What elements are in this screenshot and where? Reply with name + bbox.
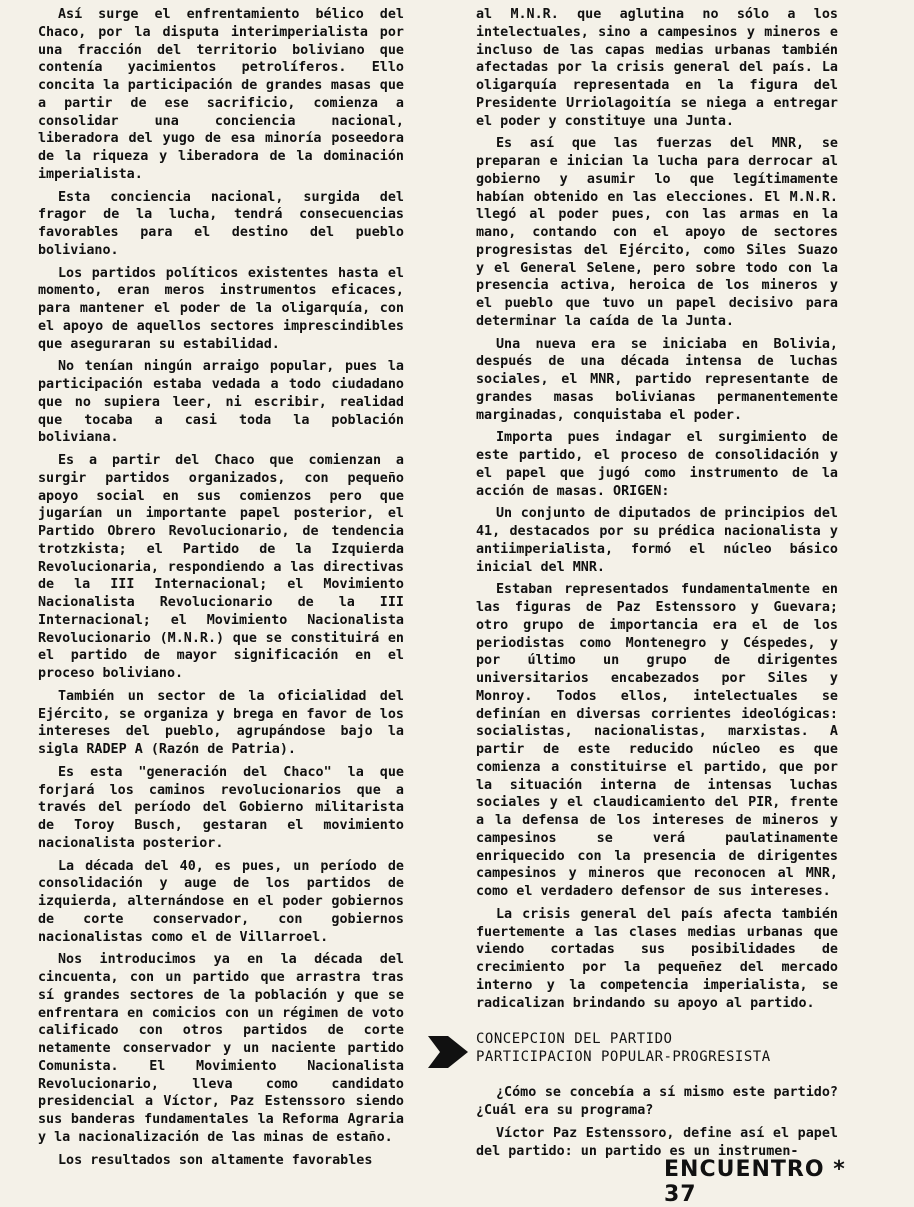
paragraph: Un conjunto de diputados de principios del 41, destacados por su prédica nacionalista y antiimperialista, formó el núcleo básico inicial del MNR. xyxy=(476,506,838,575)
right-column xyxy=(476,6,838,1165)
paragraph: Esta conciencia nacional, surgida del fragor de la lucha, tendrá consecuencias favorables para el destino del pueblo boliviano. xyxy=(38,189,404,258)
paragraph: Los resultados son altamente favorables xyxy=(58,1152,373,1168)
left-column xyxy=(38,6,404,1174)
magazine-name: ENCUENTRO xyxy=(664,1157,825,1182)
paragraph: ¿Cómo se concebía a sí mismo este partido? ¿Cuál era su programa? xyxy=(476,1085,838,1118)
arrow-icon xyxy=(426,1032,470,1072)
paragraph: Los partidos políticos existentes hasta el momento, eran meros instrumentos eficaces, para mantener el poder de la oligarquía, con el apoyo de aquellos sectores imprescindibles que aseguraran su estabilidad. xyxy=(38,265,404,352)
section-heading xyxy=(476,1030,838,1066)
paragraph: La crisis general del país afecta también fuertemente a las clases medias urbanas que viendo cortadas sus posibilidades de crecimiento por la pequeñez del mercado interno y la competencia imperialista, se radicalizan brindando su apoyo al partido. xyxy=(476,906,838,1011)
paragraph: Una nueva era se iniciaba en Bolivia, después de una década intensa de luchas sociales, el MNR, partido representante de grandes masas bolivianas permanentemente marginadas, conquistaba el poder. xyxy=(476,336,838,423)
paragraph: No tenían ningún arraigo popular, pues la participación estaba vedada a todo ciudadano que no supiera leer, ni escribir, realidad que tocaba a casi toda la población boliviana. xyxy=(38,359,404,446)
heading-line-2: PARTICIPACION POPULAR-PROGRESISTA xyxy=(476,1049,771,1066)
paragraph: al M.N.R. que aglutina no sólo a los intelectuales, sino a campesinos y mineros e incluso de las capas medias urbanas también afectadas por la crisis general del país. La oligarquía representada en la figura del Presidente Urriolagoitía se niega a entregar el poder y constituye una Junta. xyxy=(476,7,838,129)
paragraph: También un sector de la oficialidad del Ejército, se organiza y brega en favor de los intereses del pueblo, agrupándose bajo la sigla RADEP A (Razón de Patria). xyxy=(38,688,404,757)
paragraph: Así surge el enfrentamiento bélico del Chaco, por la disputa interimperialista por una fracción del territorio boliviano que contenía yacimientos petrolíferos. Ello concita la participación de grandes masas que a partir de ese sacrificio, comienza a consolidar una conciencia nacional, liberadora del yugo de esa minoría poseedora de la riqueza y liberadora de la dominación imperialista. xyxy=(38,7,404,182)
footer-separator: * xyxy=(833,1157,846,1182)
paragraph: Estaban representados fundamentalmente en las figuras de Paz Estenssoro y Guevara; otro grupo de importancia era el de los periodistas como Montenegro y Céspedes, y por último un grupo de dirigentes universitarios encabezados por Siles y Monroy. Todos ellos, intelectuales se definían en diversas corrientes ideológicas: socialistas, nacionalistas, marxistas. A partir de este reducido núcleo es que comienza a constituirse el partido, que por la situación interna de intensas luchas sociales y el claudicamiento del PIR, frente a la defensa de los intereses de mineros y campesinos se verá paulatinamente enriquecido con la presencia de dirigentes campesinos y mineros que reconocen al MNR, como el verdadero defensor de sus intereses. xyxy=(476,582,838,899)
paragraph: Víctor Paz Estenssoro, define así el papel del partido: un partido es un instrumen- xyxy=(476,1125,838,1159)
paragraph: Nos introducimos ya en la década del cincuenta, con un partido que arrastra tras sí grandes sectores de la población y que se enfrentara en comicios con un régimen de voto calificado con otros partidos de corte netamente conservador y un naciente partido Comunista. El Movimiento Nacionalista Revolucionario, lleva como candidato presidencial a Víctor, Paz Estenssoro siendo sus banderas fundamentales la Reforma Agraria y la nacionalización de las minas de estaño. xyxy=(38,952,404,1145)
paragraph: Es así que las fuerzas del MNR, se preparan e inician la lucha para derrocar al gobierno y asumir lo que legítimamente habían obtenido en las elecciones. El M.N.R. llegó al poder pues, con las armas en la mano, contando con el apoyo de sectores progresistas del Ejército, como Siles Suazo y el General Selene, pero sobre todo con la presencia activa, heroica de los mineros y el pueblo que tuvo un papel decisivo para determinar la caída de la Junta. xyxy=(476,136,838,329)
paragraph: Es esta "generación del Chaco" la que forjará los caminos revolucionarios que a través del período del Gobierno militarista de Toroy Busch, gestaran el movimiento nacionalista posterior. xyxy=(38,764,404,851)
paragraph: La década del 40, es pues, un período de consolidación y auge de los partidos de izquierda, alternándose en el poder gobiernos de corte conservador, con gobiernos nacionalistas como el de Villarroel. xyxy=(38,858,404,945)
paragraph: Importa pues indagar el surgimiento de este partido, el proceso de consolidación y el papel que jugó como instrumento de la acción de masas. ORIGEN: xyxy=(476,430,838,499)
page-number: 37 xyxy=(664,1182,697,1207)
heading-line-1: CONCEPCION DEL PARTIDO xyxy=(476,1031,673,1048)
paragraph: Es a partir del Chaco que comienzan a surgir partidos organizados, con pequeño apoyo social en sus comienzos pero que jugarían un importante papel posterior, el Partido Obrero Revolucionario, de tendencia trotzkista; el Partido de la Izquierda Revolucionaria, respondiendo a las directivas de la III Internacional; el Movimiento Nacionalista Revolucionario de la III Internacional; el Movimiento Nacionalista Revolucionario (M.N.R.) que se constituirá en el partido de mayor significación en el proceso boliviano. xyxy=(38,453,404,681)
page-footer xyxy=(664,1157,884,1207)
